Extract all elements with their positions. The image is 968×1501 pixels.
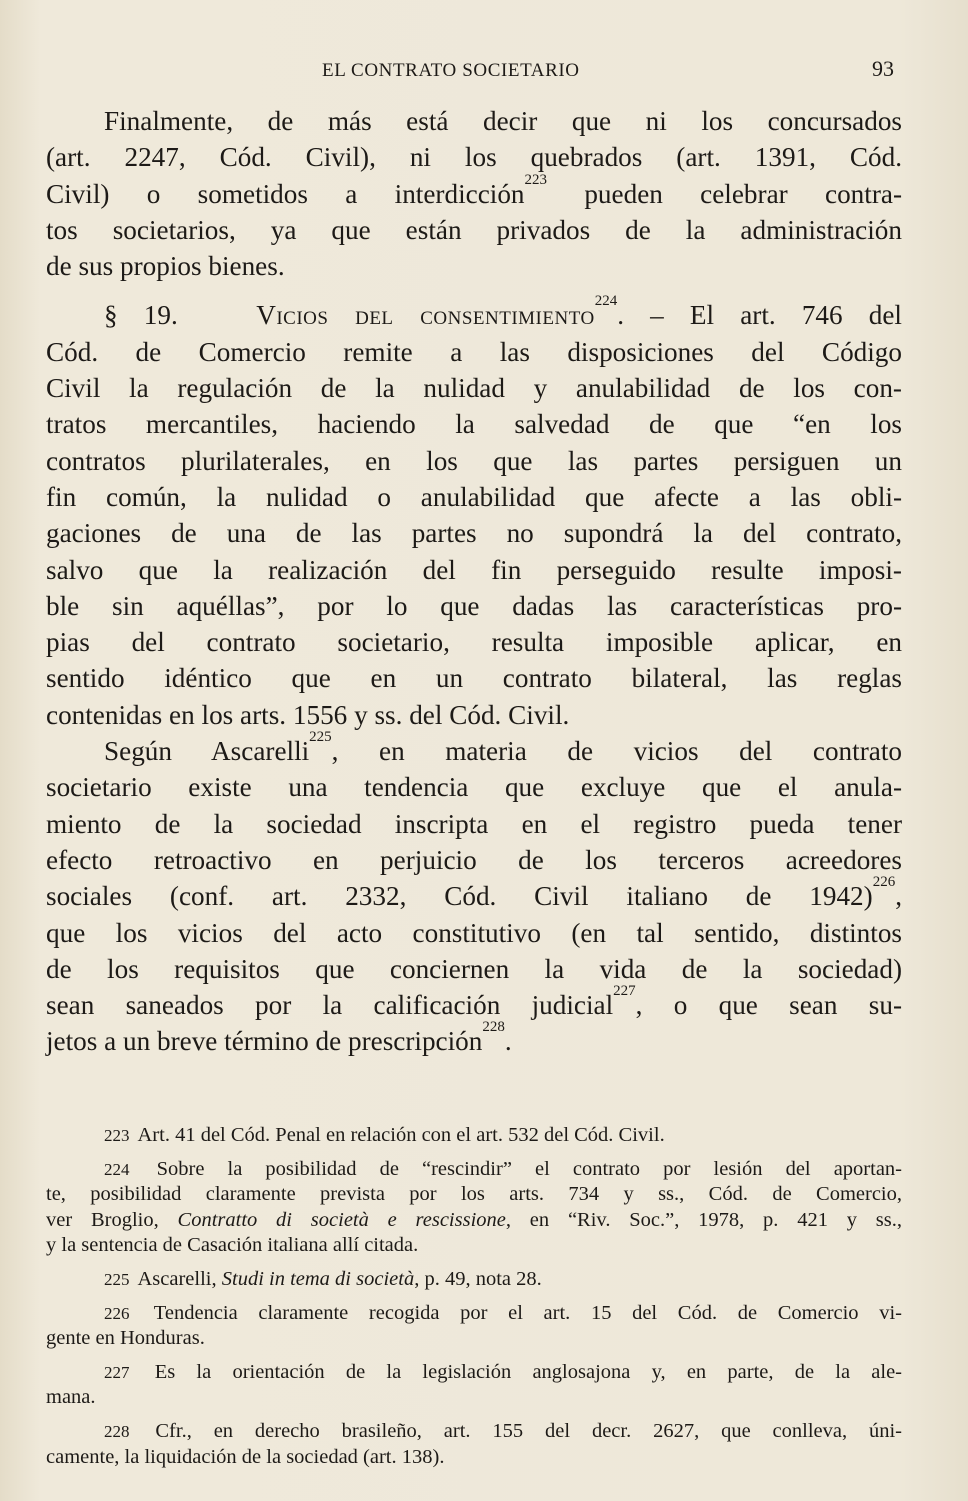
paragraph-1 bbox=[46, 103, 902, 284]
footnote-ref: 227 bbox=[613, 983, 636, 1000]
paragraph-3 bbox=[46, 729, 902, 1060]
text-line: tratos mercantiles, haciendo la salvedad de que “en los bbox=[46, 409, 902, 440]
text-line: Finalmente, de más está decir que ni los concursados bbox=[104, 106, 902, 136]
text-line: Según Ascarelli$^{225}$, en materia de vicios del contrato bbox=[104, 729, 902, 767]
text-line: de los requisitos que conciernen la vida de la sociedad) bbox=[46, 953, 902, 984]
text-line: Cód. de Comercio remite a las disposiciones del Código bbox=[46, 336, 902, 367]
text-line: de sus propios bienes. bbox=[46, 251, 285, 282]
footnote-224: 224 Sobre la posibilidad de “rescindir” el contrato por lesión del aportan- te, posibilidad claramente prevista por los arts. 734 y ss., Cód. de Comercio, ver Broglio, Contratto di società e rescissione, en “Riv. Soc.”, 1978, p. 421 y ss., y la sentencia de Casación italiana allí citada. bbox=[46, 1157, 903, 1257]
text-line: gaciones de una de las partes no supondrá la del contrato, bbox=[46, 518, 902, 549]
text-line: pias del contrato societario, resulta imposible aplicar, en bbox=[46, 627, 902, 658]
text-line: jetos a un breve término de prescripción$^{228}$. bbox=[46, 1019, 512, 1057]
footnote-225: 225 Ascarelli, Studi in tema di società, p. 49, nota 28. bbox=[104, 1267, 542, 1290]
running-title: EL CONTRATO SOCIETARIO bbox=[322, 60, 580, 81]
footnote-ref: 224 bbox=[594, 293, 618, 310]
section-heading: Vicios del consentimiento bbox=[256, 300, 595, 331]
text-line: ble sin aquéllas”, por lo que dadas las características pro- bbox=[46, 590, 902, 621]
text-line: (art. 2247, Cód. Civil), ni los quebrados (art. 1391, Cód. bbox=[46, 142, 902, 173]
section-mark: § 19. bbox=[104, 300, 178, 331]
footnote-226: 226 Tendencia claramente recogida por el art. 15 del Cód. de Comercio vi- gente en Honduras. bbox=[46, 1301, 902, 1350]
section-heading-line: § 19. Vicios del consentimiento$^{224}$. – El art. 746 del bbox=[104, 293, 902, 331]
text-line: societario existe una tendencia que excluye que el anula- bbox=[46, 772, 902, 803]
page-number: 93 bbox=[872, 56, 894, 81]
footnotes bbox=[46, 1123, 902, 1470]
text-line: Civil) o sometidos a interdicción$^{223}$ pueden celebrar contra- bbox=[46, 171, 903, 209]
page-header bbox=[0, 56, 968, 86]
text-line: sociales (conf. art. 2332, Cód. Civil italiano de 1942)$^{226}$, bbox=[46, 874, 902, 912]
text-line: que los vicios del acto constitutivo (en tal sentido, distintos bbox=[46, 917, 902, 948]
text-line: Civil la regulación de la nulidad y anulabilidad de los con- bbox=[46, 373, 902, 404]
text-line: sean saneados por la calificación judicial$^{227}$, o que sean su- bbox=[46, 983, 902, 1021]
text-line: miento de la sociedad inscripta en el registro pueda tener bbox=[46, 808, 902, 839]
footnote-ref: 223 bbox=[524, 171, 548, 188]
text-line: tos societarios, ya que están privados de la administración bbox=[46, 214, 902, 245]
footnote-ref: 226 bbox=[872, 874, 896, 891]
paragraph-section-19 bbox=[46, 293, 902, 733]
footnote-228: 228 Cfr., en derecho brasileño, art. 155 del decr. 2627, que conlleva, úni- camente, la liquidación de la sociedad (art. 138). bbox=[46, 1419, 902, 1468]
body-text bbox=[46, 103, 902, 1060]
text-line: contenidas en los arts. 1556 y ss. del Cód. Civil. bbox=[46, 699, 570, 730]
text-line: efecto retroactivo en perjuicio de los terceros acreedores bbox=[46, 844, 902, 875]
footnote-ref: 225 bbox=[309, 729, 332, 746]
footnote-223: 223 Art. 41 del Cód. Penal en relación con el art. 532 del Cód. Civil. bbox=[104, 1124, 665, 1146]
text-line: fin común, la nulidad o anulabilidad que afecte a las obli- bbox=[46, 481, 902, 512]
text-line: sentido idéntico que en un contrato bilateral, las reglas bbox=[46, 663, 902, 694]
footnote-ref: 228 bbox=[482, 1019, 505, 1036]
text-line: contratos plurilaterales, en los que las partes persiguen un bbox=[46, 445, 902, 476]
text-line: salvo que la realización del fin perseguido resulte imposi- bbox=[46, 554, 902, 585]
footnote-227: 227 Es la orientación de la legislación anglosajona y, en parte, de la ale- mana. bbox=[46, 1360, 902, 1409]
